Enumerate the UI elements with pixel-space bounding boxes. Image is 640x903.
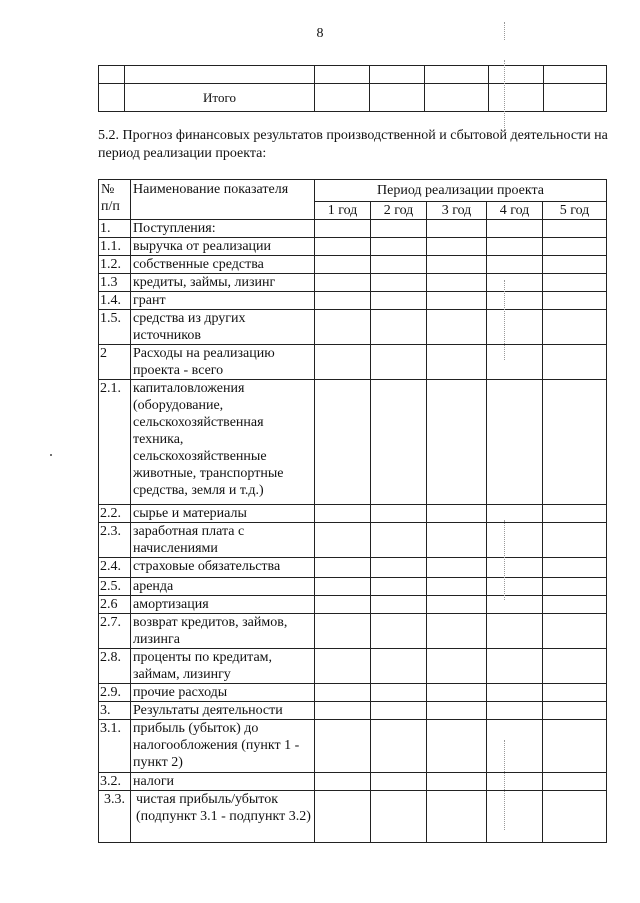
year-5-cell[interactable]: [543, 523, 607, 558]
year-4-cell[interactable]: [487, 684, 543, 702]
year-3-cell[interactable]: [427, 345, 487, 380]
table-row: [99, 773, 607, 791]
year-4-cell[interactable]: [487, 220, 543, 238]
year-4-cell[interactable]: [487, 702, 543, 720]
year-1-cell[interactable]: [315, 578, 371, 596]
row-name: Результаты деятельности: [131, 702, 315, 720]
row-number: 1.: [99, 220, 131, 238]
year-2-cell[interactable]: [371, 292, 427, 310]
year-1-cell[interactable]: [315, 220, 371, 238]
year-1-cell[interactable]: [315, 256, 371, 274]
year-3-cell[interactable]: [427, 292, 487, 310]
year-3-cell[interactable]: [427, 256, 487, 274]
year-5-cell[interactable]: [543, 596, 607, 614]
year-1-header: 1 год: [315, 202, 371, 220]
scan-artifact: [504, 740, 505, 830]
col-header-num: № п/п: [99, 180, 131, 220]
year-3-cell[interactable]: [427, 274, 487, 292]
year-4-cell[interactable]: [487, 238, 543, 256]
row-number: 3.2.: [99, 773, 131, 791]
row-name: возврат кредитов, займов, лизинга: [131, 614, 315, 649]
year-5-cell[interactable]: [543, 684, 607, 702]
table-row: [99, 578, 607, 596]
row-name: проценты по кредитам, займам, лизингу: [131, 649, 315, 684]
year-5-cell[interactable]: [543, 238, 607, 256]
section-heading: 5.2. Прогноз финансовых результатов производственной и сбытовой деятельности на период реализации проекта:: [98, 128, 608, 161]
year-5-cell[interactable]: [543, 702, 607, 720]
year-1-cell[interactable]: [315, 791, 371, 843]
row-name: заработная плата с начислениями: [131, 523, 315, 558]
table-row: [99, 292, 607, 310]
year-1-cell[interactable]: [315, 274, 371, 292]
year-4-cell[interactable]: [487, 380, 543, 505]
scan-artifact: [504, 22, 505, 40]
year-3-cell[interactable]: [427, 720, 487, 773]
page-number: 8: [316, 26, 324, 41]
year-1-cell[interactable]: [315, 380, 371, 505]
year-5-cell[interactable]: [543, 292, 607, 310]
row-name: кредиты, займы, лизинг: [131, 274, 315, 292]
year-5-cell[interactable]: [543, 256, 607, 274]
table-row: [99, 238, 607, 256]
row-name: средства из других источников: [131, 310, 315, 345]
year-3-cell[interactable]: [427, 238, 487, 256]
table-row: [99, 614, 607, 649]
table-row: [99, 345, 607, 380]
year-1-cell[interactable]: [315, 649, 371, 684]
year-2-cell[interactable]: [371, 523, 427, 558]
year-3-cell[interactable]: [427, 684, 487, 702]
year-3-cell[interactable]: [427, 558, 487, 578]
row-number: 1.5.: [99, 310, 131, 345]
year-5-cell[interactable]: [543, 274, 607, 292]
year-3-cell[interactable]: [427, 310, 487, 345]
year-2-cell[interactable]: [371, 220, 427, 238]
row-number: 1.4.: [99, 292, 131, 310]
header-row: [99, 180, 607, 202]
row-name: прочие расходы: [131, 684, 315, 702]
year-4-cell[interactable]: [487, 791, 543, 843]
row-name: капиталовложения (оборудование, сельскохозяйственная техника, сельскохозяйственные животные, транспортные средства, земля и т.д.): [131, 380, 315, 505]
col-header-period: Период реализации проекта: [315, 180, 607, 202]
scan-artifact: [504, 520, 505, 600]
year-3-cell[interactable]: [427, 614, 487, 649]
row-number: 2.5.: [99, 578, 131, 596]
year-2-cell[interactable]: [371, 558, 427, 578]
year-4-cell[interactable]: [487, 523, 543, 558]
year-1-cell[interactable]: [315, 310, 371, 345]
table-row: [99, 684, 607, 702]
table-row: [99, 380, 607, 505]
row-name: амортизация: [131, 596, 315, 614]
row-number: 1.3: [99, 274, 131, 292]
year-4-cell[interactable]: [487, 505, 543, 523]
table-row: [99, 558, 607, 578]
year-3-cell[interactable]: [427, 220, 487, 238]
year-2-cell[interactable]: [371, 238, 427, 256]
year-5-cell[interactable]: [543, 310, 607, 345]
row-name: сырье и материалы: [131, 505, 315, 523]
year-4-cell[interactable]: [487, 614, 543, 649]
year-3-cell[interactable]: [427, 380, 487, 505]
row-name: Расходы на реализацию проекта - всего: [131, 345, 315, 380]
year-4-cell[interactable]: [487, 596, 543, 614]
year-3-cell[interactable]: [427, 578, 487, 596]
year-3-cell[interactable]: [427, 596, 487, 614]
table-row: [99, 702, 607, 720]
row-number: 2.4.: [99, 558, 131, 578]
year-1-cell[interactable]: [315, 684, 371, 702]
year-2-header: 2 год: [371, 202, 427, 220]
year-3-cell[interactable]: [427, 773, 487, 791]
top-table-total-row: [99, 84, 607, 112]
financial-forecast-table: [98, 179, 607, 843]
year-4-header: 4 год: [487, 202, 543, 220]
row-name: прибыль (убыток) до налогообложения (пункт 1 - пункт 2): [131, 720, 315, 773]
year-5-cell[interactable]: [543, 505, 607, 523]
table-row: [99, 310, 607, 345]
table-row: [99, 720, 607, 773]
row-name: собственные средства: [131, 256, 315, 274]
year-5-header: 5 год: [543, 202, 607, 220]
row-number: 3.1.: [99, 720, 131, 773]
year-2-cell[interactable]: [371, 310, 427, 345]
row-number: 2.7.: [99, 614, 131, 649]
table-row: [99, 256, 607, 274]
table-row: [99, 274, 607, 292]
col-header-name: Наименование показателя: [131, 180, 315, 220]
year-1-cell[interactable]: [315, 238, 371, 256]
row-number: 2.2.: [99, 505, 131, 523]
row-number: 2.1.: [99, 380, 131, 505]
row-number: 1.2.: [99, 256, 131, 274]
year-5-cell[interactable]: [543, 578, 607, 596]
row-name: выручка от реализации: [131, 238, 315, 256]
table-row: [99, 791, 607, 843]
year-2-cell[interactable]: [371, 578, 427, 596]
year-5-cell[interactable]: [543, 345, 607, 380]
year-1-cell[interactable]: [315, 505, 371, 523]
year-5-cell[interactable]: [543, 773, 607, 791]
year-3-cell[interactable]: [427, 791, 487, 843]
year-2-cell[interactable]: [371, 345, 427, 380]
row-number: 1.1.: [99, 238, 131, 256]
year-1-cell[interactable]: [315, 523, 371, 558]
year-1-cell[interactable]: [315, 614, 371, 649]
top-table-fragment: [98, 65, 607, 112]
row-number: 2.6: [99, 596, 131, 614]
year-1-cell[interactable]: [315, 596, 371, 614]
row-number: 2.9.: [99, 684, 131, 702]
year-1-cell[interactable]: [315, 720, 371, 773]
year-4-cell[interactable]: [487, 649, 543, 684]
row-name: Поступления:: [131, 220, 315, 238]
year-2-cell[interactable]: [371, 720, 427, 773]
year-3-cell[interactable]: [427, 649, 487, 684]
year-5-cell[interactable]: [543, 649, 607, 684]
table-row: [99, 220, 607, 238]
year-5-cell[interactable]: [543, 614, 607, 649]
year-5-cell[interactable]: [543, 380, 607, 505]
scan-speck: [50, 454, 52, 456]
year-5-cell[interactable]: [543, 558, 607, 578]
year-5-cell[interactable]: [543, 791, 607, 843]
year-3-header: 3 год: [427, 202, 487, 220]
row-name: аренда: [131, 578, 315, 596]
scan-artifact: [504, 280, 505, 360]
year-2-cell[interactable]: [371, 505, 427, 523]
table-row: [99, 649, 607, 684]
scan-artifact: [504, 60, 505, 130]
year-5-cell[interactable]: [543, 720, 607, 773]
year-2-cell[interactable]: [371, 702, 427, 720]
year-3-cell[interactable]: [427, 702, 487, 720]
row-number: 3.3.: [99, 791, 131, 843]
year-3-cell[interactable]: [427, 505, 487, 523]
row-number: 2.8.: [99, 649, 131, 684]
row-number: 2: [99, 345, 131, 380]
year-4-cell[interactable]: [487, 345, 543, 380]
year-2-cell[interactable]: [371, 274, 427, 292]
year-2-cell[interactable]: [371, 773, 427, 791]
table-row: [99, 523, 607, 558]
year-4-cell[interactable]: [487, 310, 543, 345]
year-2-cell[interactable]: [371, 614, 427, 649]
year-4-cell[interactable]: [487, 558, 543, 578]
row-name: чистая прибыль/убыток (подпункт 3.1 - подпункт 3.2): [131, 791, 315, 843]
year-1-cell[interactable]: [315, 558, 371, 578]
year-1-cell[interactable]: [315, 702, 371, 720]
year-4-cell[interactable]: [487, 720, 543, 773]
row-name: грант: [131, 292, 315, 310]
row-number: 3.: [99, 702, 131, 720]
year-4-cell[interactable]: [487, 256, 543, 274]
year-2-cell[interactable]: [371, 649, 427, 684]
year-4-cell[interactable]: [487, 773, 543, 791]
year-3-cell[interactable]: [427, 523, 487, 558]
row-name: страховые обязательства: [131, 558, 315, 578]
year-1-cell[interactable]: [315, 292, 371, 310]
top-table-blank-row: [99, 66, 607, 84]
year-2-cell[interactable]: [371, 256, 427, 274]
year-4-cell[interactable]: [487, 274, 543, 292]
table-row: [99, 596, 607, 614]
total-label: Итого: [125, 84, 315, 112]
row-number: 2.3.: [99, 523, 131, 558]
year-2-cell[interactable]: [371, 596, 427, 614]
row-name: налоги: [131, 773, 315, 791]
year-4-cell[interactable]: [487, 292, 543, 310]
year-1-cell[interactable]: [315, 345, 371, 380]
table-row: [99, 505, 607, 523]
year-2-cell[interactable]: [371, 380, 427, 505]
year-2-cell[interactable]: [371, 791, 427, 843]
year-4-cell[interactable]: [487, 578, 543, 596]
year-2-cell[interactable]: [371, 684, 427, 702]
year-1-cell[interactable]: [315, 773, 371, 791]
year-5-cell[interactable]: [543, 220, 607, 238]
